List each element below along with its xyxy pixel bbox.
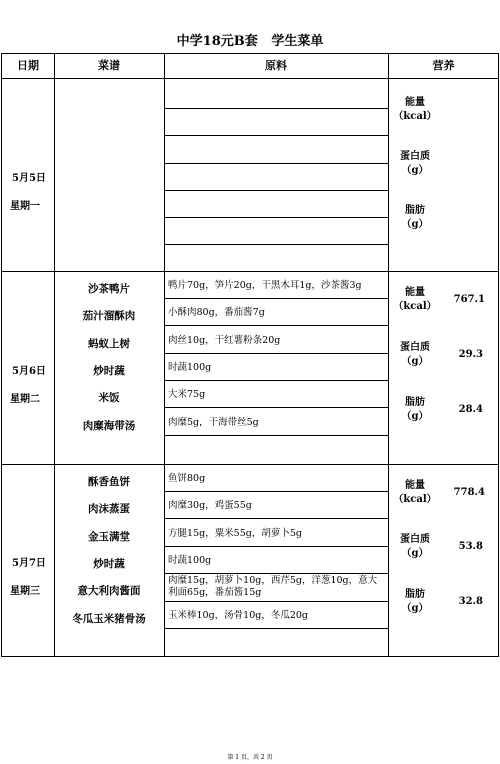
ingredient-cell: 时蔬100g — [168, 555, 212, 566]
day-divider — [2, 271, 498, 272]
row-divider — [164, 380, 388, 381]
fat-value: 28.4 — [458, 404, 483, 415]
col-divider — [388, 54, 389, 656]
header-dishes: 菜谱 — [98, 59, 120, 72]
day-weekday: 星期三 — [10, 586, 40, 597]
dish-name: 沙茶鸭片 — [88, 283, 130, 295]
protein-value: 53.8 — [458, 541, 483, 552]
day-weekday: 星期二 — [10, 394, 40, 405]
row-divider — [164, 601, 388, 602]
menu-table — [1, 53, 499, 657]
ingredient-cell: 玉米棒10g，汤骨10g，冬瓜20g — [168, 610, 309, 621]
ingredient-cell: 鱼饼80g — [168, 473, 206, 484]
nutrition-protein-label: 蛋白质 （g） — [400, 534, 430, 559]
row-divider — [164, 407, 388, 408]
row-divider — [164, 518, 388, 519]
row-divider — [164, 325, 388, 326]
row-divider — [164, 244, 388, 245]
dish-name: 金玉满堂 — [88, 531, 130, 543]
row-divider — [164, 573, 388, 574]
row-divider — [164, 217, 388, 218]
energy-value: 778.4 — [453, 487, 485, 498]
row-divider — [164, 546, 388, 547]
day-date: 5月6日 — [12, 366, 46, 377]
row-divider — [164, 353, 388, 354]
nutrition-energy-label: 能量 （kcal） — [393, 287, 437, 312]
ingredient-cell: 肉糜5g，干海带丝5g — [168, 417, 259, 428]
col-divider — [164, 54, 165, 656]
day-date: 5月5日 — [12, 173, 46, 184]
ingredient-cell: 肉糜15g，胡萝卜10g，西芹5g，洋葱10g，意大利面65g，番茄酱15g — [168, 575, 378, 598]
dish-name: 冬瓜玉米猪骨汤 — [72, 613, 146, 625]
ingredient-cell: 方腿15g，粟米55g，胡萝卜5g — [168, 528, 302, 539]
row-divider — [164, 435, 388, 436]
ingredient-cell: 大米75g — [168, 389, 206, 400]
nutrition-fat-label: 脂肪 （g） — [401, 397, 429, 422]
row-divider — [164, 135, 388, 136]
ingredient-cell: 肉糜30g，鸡蛋55g — [168, 500, 252, 511]
nutrition-fat-label: 脂肪 （g） — [401, 589, 429, 614]
dish-name: 米饭 — [98, 392, 120, 404]
page-title: 中学18元B套 学生菜单 — [176, 34, 324, 49]
header-date: 日期 — [17, 59, 39, 72]
day-date: 5月7日 — [12, 558, 46, 569]
row-divider — [164, 163, 388, 164]
dish-name: 意大利肉酱面 — [77, 585, 141, 597]
row-divider — [164, 628, 388, 629]
dish-name: 炒时蔬 — [93, 558, 125, 570]
row-divider — [164, 190, 388, 191]
row-divider — [164, 298, 388, 299]
dish-name: 茄汁溜酥肉 — [82, 310, 136, 322]
nutrition-protein-label: 蛋白质 （g） — [400, 151, 430, 176]
fat-value: 32.8 — [458, 596, 483, 607]
ingredient-cell: 时蔬100g — [168, 362, 212, 373]
dish-name: 肉沫蒸蛋 — [88, 503, 130, 515]
protein-value: 29.3 — [458, 349, 483, 360]
row-divider — [164, 108, 388, 109]
dish-name: 酥香鱼饼 — [88, 476, 130, 488]
day-weekday: 星期一 — [10, 201, 40, 212]
day-divider — [2, 464, 498, 465]
table-header — [2, 54, 498, 79]
dish-name: 蚂蚁上树 — [88, 338, 130, 350]
energy-value: 767.1 — [453, 294, 485, 305]
nutrition-protein-label: 蛋白质 （g） — [400, 342, 430, 367]
page-footer: 第 1 页，共 2 页 — [227, 754, 273, 761]
nutrition-fat-label: 脂肪 （g） — [401, 205, 429, 230]
ingredient-cell: 鸭片70g，笋片20g，干黑木耳1g，沙茶酱3g — [168, 280, 362, 291]
ingredient-cell: 肉丝10g，干红薯粉条20g — [168, 335, 281, 346]
header-ingredients: 原料 — [265, 59, 287, 72]
nutrition-energy-label: 能量 （kcal） — [393, 97, 437, 122]
dish-name: 炒时蔬 — [93, 365, 125, 377]
dish-name: 肉糜海带汤 — [82, 420, 136, 432]
ingredient-cell: 小酥肉80g，番茄酱7g — [168, 307, 265, 318]
nutrition-energy-label: 能量 （kcal） — [393, 480, 437, 505]
header-nutrition: 营养 — [432, 59, 455, 72]
row-divider — [164, 491, 388, 492]
